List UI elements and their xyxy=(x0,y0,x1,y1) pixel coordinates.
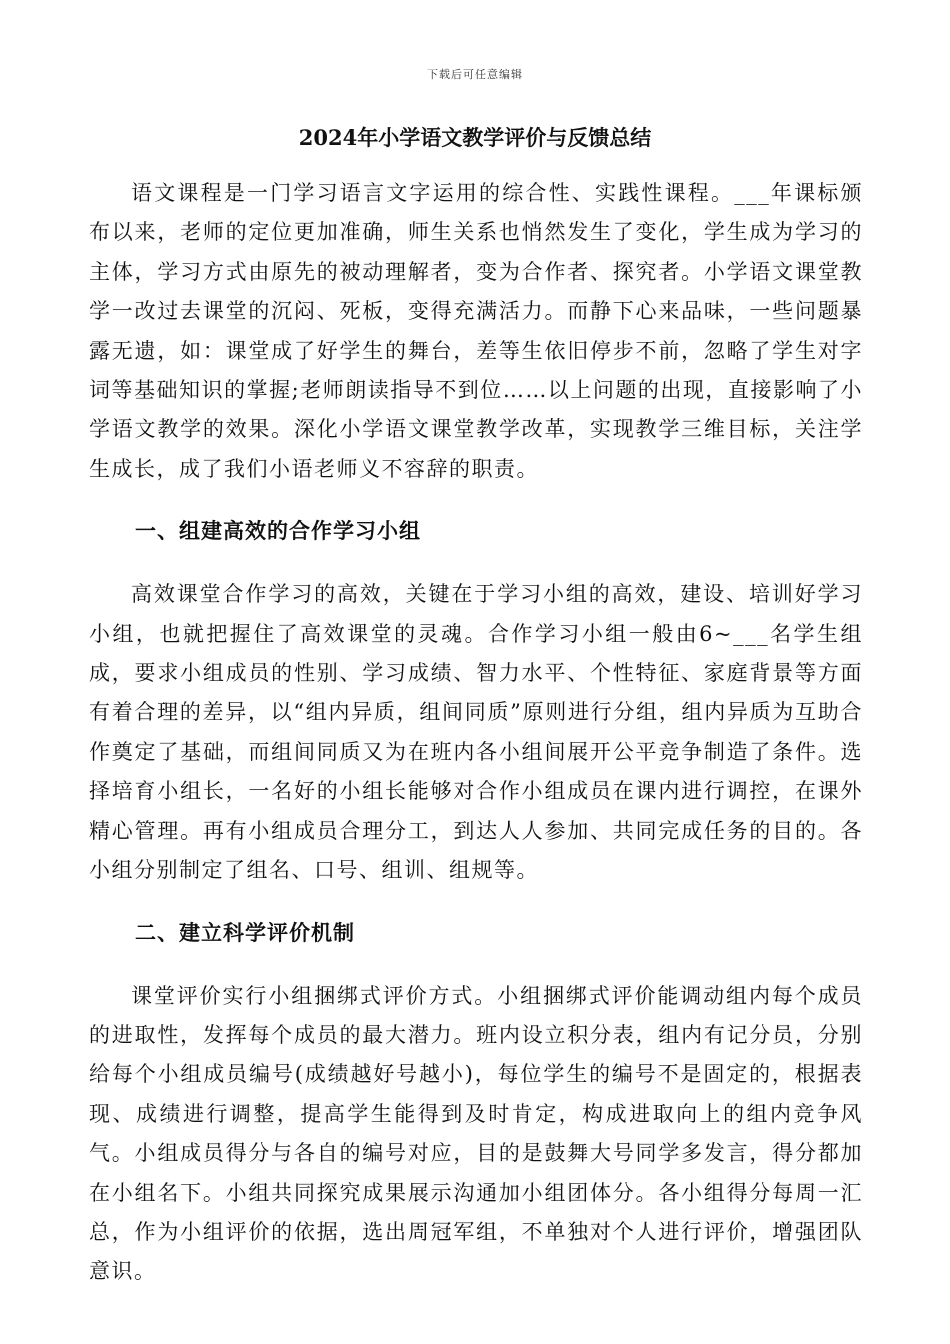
section-paragraph-2: 课堂评价实行小组捆绑式评价方式。小组捆绑式评价能调动组内每个成员的进取性，发挥每个成员的最大潜力。班内设立积分表，组内有记分员，分别给每个小组成员编号(成绩越好号越小)，每位学生的编号不是固定的，根据表现、成绩进行调整，提高学生能得到及时肯定，构成进取向上的组内竞争风气。小组成员得分与各自的编号对应，目的是鼓舞大号同学多发言，得分都加在小组名下。小组共同探究成果展示沟通加小组团体分。各小组得分每周一汇总，作为小组评价的依据，选出周冠军组，不单独对个人进行评价，增强团队意识。 xyxy=(89,983,863,1284)
intro-paragraph: 语文课程是一门学习语言文字运用的综合性、实践性课程。___年课标颁布以来，老师的定位更加准确，师生关系也悄然发生了变化，学生成为学习的主体，学习方式由原先的被动理解者，变为合作者、探究者。小学语文课堂教学一改过去课堂的沉闷、死板，变得充满活力。而静下心来品味，一些问题暴露无遗，如：课堂成了好学生的舞台，差等生依旧停步不前，忽略了学生对字词等基础知识的掌握;老师朗读指导不到位……以上问题的出现，直接影响了小学语文教学的效果。深化小学语文课堂教学改革，实现教学三维目标，关注学生成长，成了我们小语老师义不容辞的职责。 xyxy=(89,181,863,481)
section-paragraph-1: 高效课堂合作学习的高效，关键在于学习小组的高效，建设、培训好学习小组，也就把握住了高效课堂的灵魂。合作学习小组一般由6~___名学生组成，要求小组成员的性别、学习成绩、智力水平、个性特征、家庭背景等方面有着合理的差异，以“组内异质，组间同质”原则进行分组，组内异质为互助合作奠定了基础，而组间同质又为在班内各小组间展开公平竞争制造了条件。选择培育小组长，一名好的小组长能够对合作小组成员在课内进行调控，在课外精心管理。再有小组成员合理分工，到达人人参加、共同完成任务的目的。各小组分别制定了组名、口号、组训、组规等。 xyxy=(89,582,863,883)
document-title: 2024年小学语文教学评价与反馈总结 xyxy=(298,125,652,150)
page-header: 下载后可任意编辑 xyxy=(427,68,523,81)
section-heading-1: 一、组建高效的合作学习小组 xyxy=(135,518,421,544)
document-body xyxy=(89,174,863,1292)
section-heading-2: 二、建立科学评价机制 xyxy=(135,919,355,945)
